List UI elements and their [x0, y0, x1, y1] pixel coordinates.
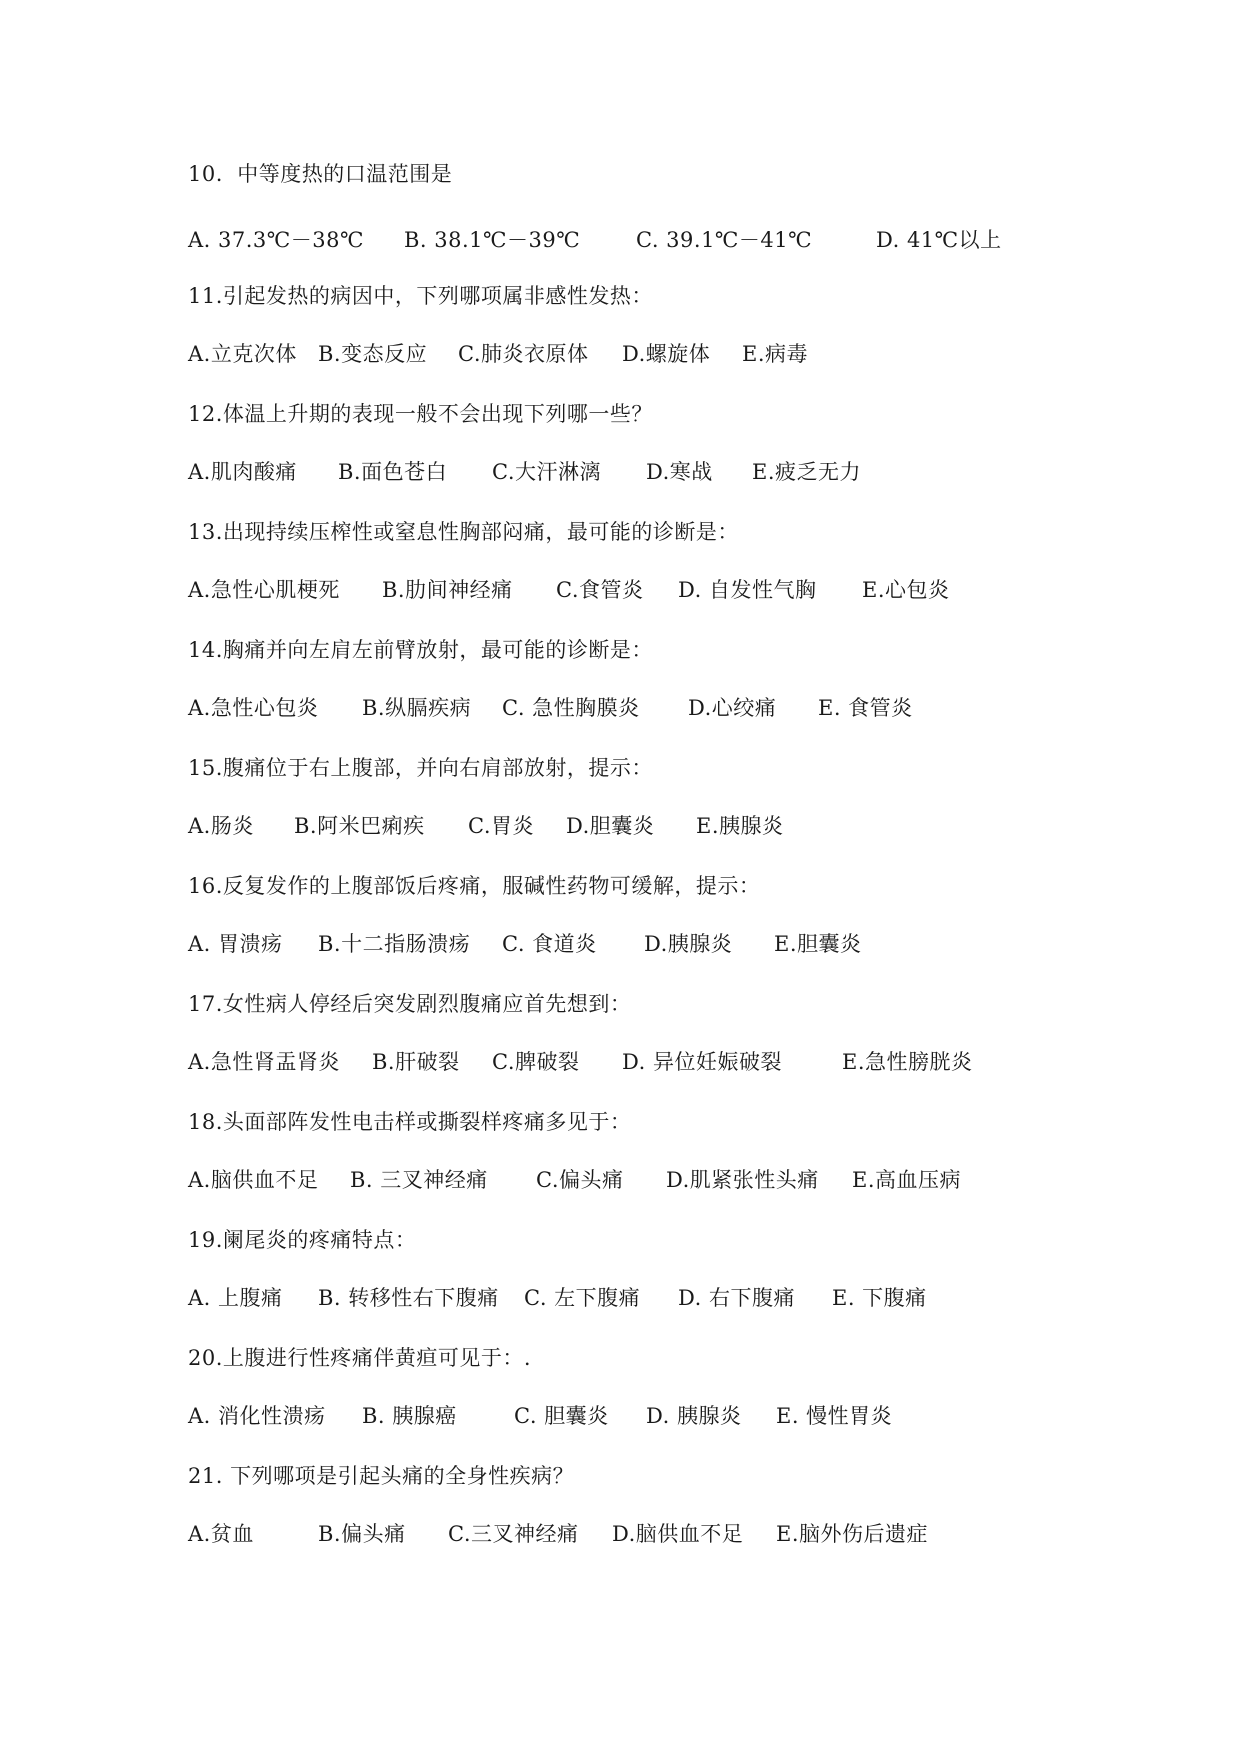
- question-text: 引起发热的病因中，下列哪项属非感性发热：: [222, 284, 653, 308]
- question-11: [188, 282, 653, 310]
- option-a: A.贫血: [188, 1522, 254, 1546]
- option-d: D.心绞痛: [688, 696, 777, 720]
- option-c: C. 39.1℃－41℃: [636, 228, 813, 252]
- question-10: [188, 160, 452, 188]
- option-e: E. 下腹痛: [832, 1286, 927, 1310]
- option-a: A.急性心肌梗死: [188, 578, 340, 602]
- option-b: B.偏头痛: [318, 1522, 406, 1546]
- question-text: 反复发作的上腹部饭后疼痛，服碱性药物可缓解，提示：: [222, 874, 761, 898]
- question-number: 12.: [188, 402, 223, 426]
- option-d: D.寒战: [646, 460, 713, 484]
- question-text: 中等度热的口温范围是: [237, 162, 453, 186]
- question-18: [188, 1108, 631, 1136]
- option-d: D. 右下腹痛: [678, 1286, 795, 1310]
- option-d: D.脑供血不足: [612, 1522, 744, 1546]
- question-number: 10.: [188, 162, 223, 186]
- option-c: C. 食道炎: [502, 932, 597, 956]
- option-a: A.立克次体: [188, 342, 297, 366]
- option-e: E. 慢性胃炎: [776, 1404, 893, 1428]
- option-b: B.纵膈疾病: [362, 696, 472, 720]
- option-a: A.肠炎: [188, 814, 254, 838]
- option-a: A.肌肉酸痛: [188, 460, 297, 484]
- question-text: 下列哪项是引起头痛的全身性疾病？: [230, 1464, 575, 1488]
- option-a: A. 37.3℃－38℃: [188, 228, 364, 252]
- option-c: C.三叉神经痛: [448, 1522, 579, 1546]
- option-b: B.十二指肠溃疡: [318, 932, 471, 956]
- option-e: E.急性膀胱炎: [842, 1050, 973, 1074]
- question-number: 19.: [188, 1228, 223, 1252]
- question-number: 18.: [188, 1110, 223, 1134]
- question-number: 16.: [188, 874, 223, 898]
- question-text: 头面部阵发性电击样或撕裂样疼痛多见于：: [222, 1110, 632, 1134]
- question-number: 13.: [188, 520, 223, 544]
- option-c: C.胃炎: [468, 814, 534, 838]
- option-d: D. 胰腺炎: [646, 1404, 742, 1428]
- option-a: A. 消化性溃疡: [188, 1404, 326, 1428]
- option-b: B.肋间神经痛: [382, 578, 513, 602]
- option-c: C. 胆囊炎: [514, 1404, 609, 1428]
- question-number: 15.: [188, 756, 223, 780]
- option-a: A. 上腹痛: [188, 1286, 283, 1310]
- option-e: E.脑外伤后遗症: [776, 1522, 929, 1546]
- question-number: 21.: [188, 1464, 223, 1488]
- question-text: 胸痛并向左肩左前臂放射，最可能的诊断是：: [222, 638, 653, 662]
- option-a: A. 胃溃疡: [188, 932, 283, 956]
- question-20: [188, 1344, 531, 1372]
- option-e: E.胰腺炎: [696, 814, 784, 838]
- question-text: 出现持续压榨性或窒息性胸部闷痛，最可能的诊断是：: [222, 520, 739, 544]
- question-text: 体温上升期的表现一般不会出现下列哪一些？: [222, 402, 653, 426]
- question-12: [188, 400, 653, 428]
- option-d: D. 自发性气胸: [678, 578, 817, 602]
- question-number: 17.: [188, 992, 223, 1016]
- option-b: B. 转移性右下腹痛: [318, 1286, 499, 1310]
- option-c: C. 急性胸膜炎: [502, 696, 640, 720]
- option-b: B.阿米巴痢疾: [294, 814, 425, 838]
- option-d: D.胰腺炎: [644, 932, 733, 956]
- question-17: [188, 990, 631, 1018]
- option-d: D.螺旋体: [622, 342, 711, 366]
- option-b: B.面色苍白: [338, 460, 448, 484]
- option-e: E.病毒: [742, 342, 809, 366]
- option-a: A.急性肾盂肾炎: [188, 1050, 340, 1074]
- option-b: B.肝破裂: [372, 1050, 460, 1074]
- option-e: E.胆囊炎: [774, 932, 862, 956]
- option-c: C. 左下腹痛: [524, 1286, 641, 1310]
- option-b: B. 38.1℃－39℃: [404, 228, 581, 252]
- question-13: [188, 518, 739, 546]
- question-number: 14.: [188, 638, 223, 662]
- question-text: 腹痛位于右上腹部，并向右肩部放射，提示：: [222, 756, 653, 780]
- option-d: D.肌紧张性头痛: [666, 1168, 819, 1192]
- question-15: [188, 754, 653, 782]
- option-c: C.食管炎: [556, 578, 644, 602]
- question-16: [188, 872, 760, 900]
- question-number: 20.: [188, 1346, 223, 1370]
- option-e: E.心包炎: [862, 578, 950, 602]
- question-number: 11.: [188, 284, 223, 308]
- option-c: C.偏头痛: [536, 1168, 624, 1192]
- question-19: [188, 1226, 416, 1254]
- question-text: 上腹进行性疼痛伴黄疸可见于：.: [222, 1346, 532, 1370]
- option-b: B.变态反应: [318, 342, 428, 366]
- question-text: 女性病人停经后突发剧烈腹痛应首先想到：: [222, 992, 632, 1016]
- option-c: C.肺炎衣原体: [458, 342, 589, 366]
- question-text: 阑尾炎的疼痛特点：: [222, 1228, 417, 1252]
- option-c: C.大汗淋漓: [492, 460, 601, 484]
- option-b: B. 胰腺癌: [362, 1404, 457, 1428]
- option-d: D. 41℃以上: [876, 228, 1002, 252]
- option-d: D.胆囊炎: [566, 814, 655, 838]
- option-c: C.脾破裂: [492, 1050, 580, 1074]
- option-b: B. 三叉神经痛: [350, 1168, 488, 1192]
- option-a: A.急性心包炎: [188, 696, 319, 720]
- option-a: A.脑供血不足: [188, 1168, 319, 1192]
- option-e: E.疲乏无力: [752, 460, 862, 484]
- question-14: [188, 636, 653, 664]
- option-e: E.高血压病: [852, 1168, 962, 1192]
- option-d: D. 异位妊娠破裂: [622, 1050, 782, 1074]
- option-e: E. 食管炎: [818, 696, 913, 720]
- question-21: [188, 1462, 574, 1490]
